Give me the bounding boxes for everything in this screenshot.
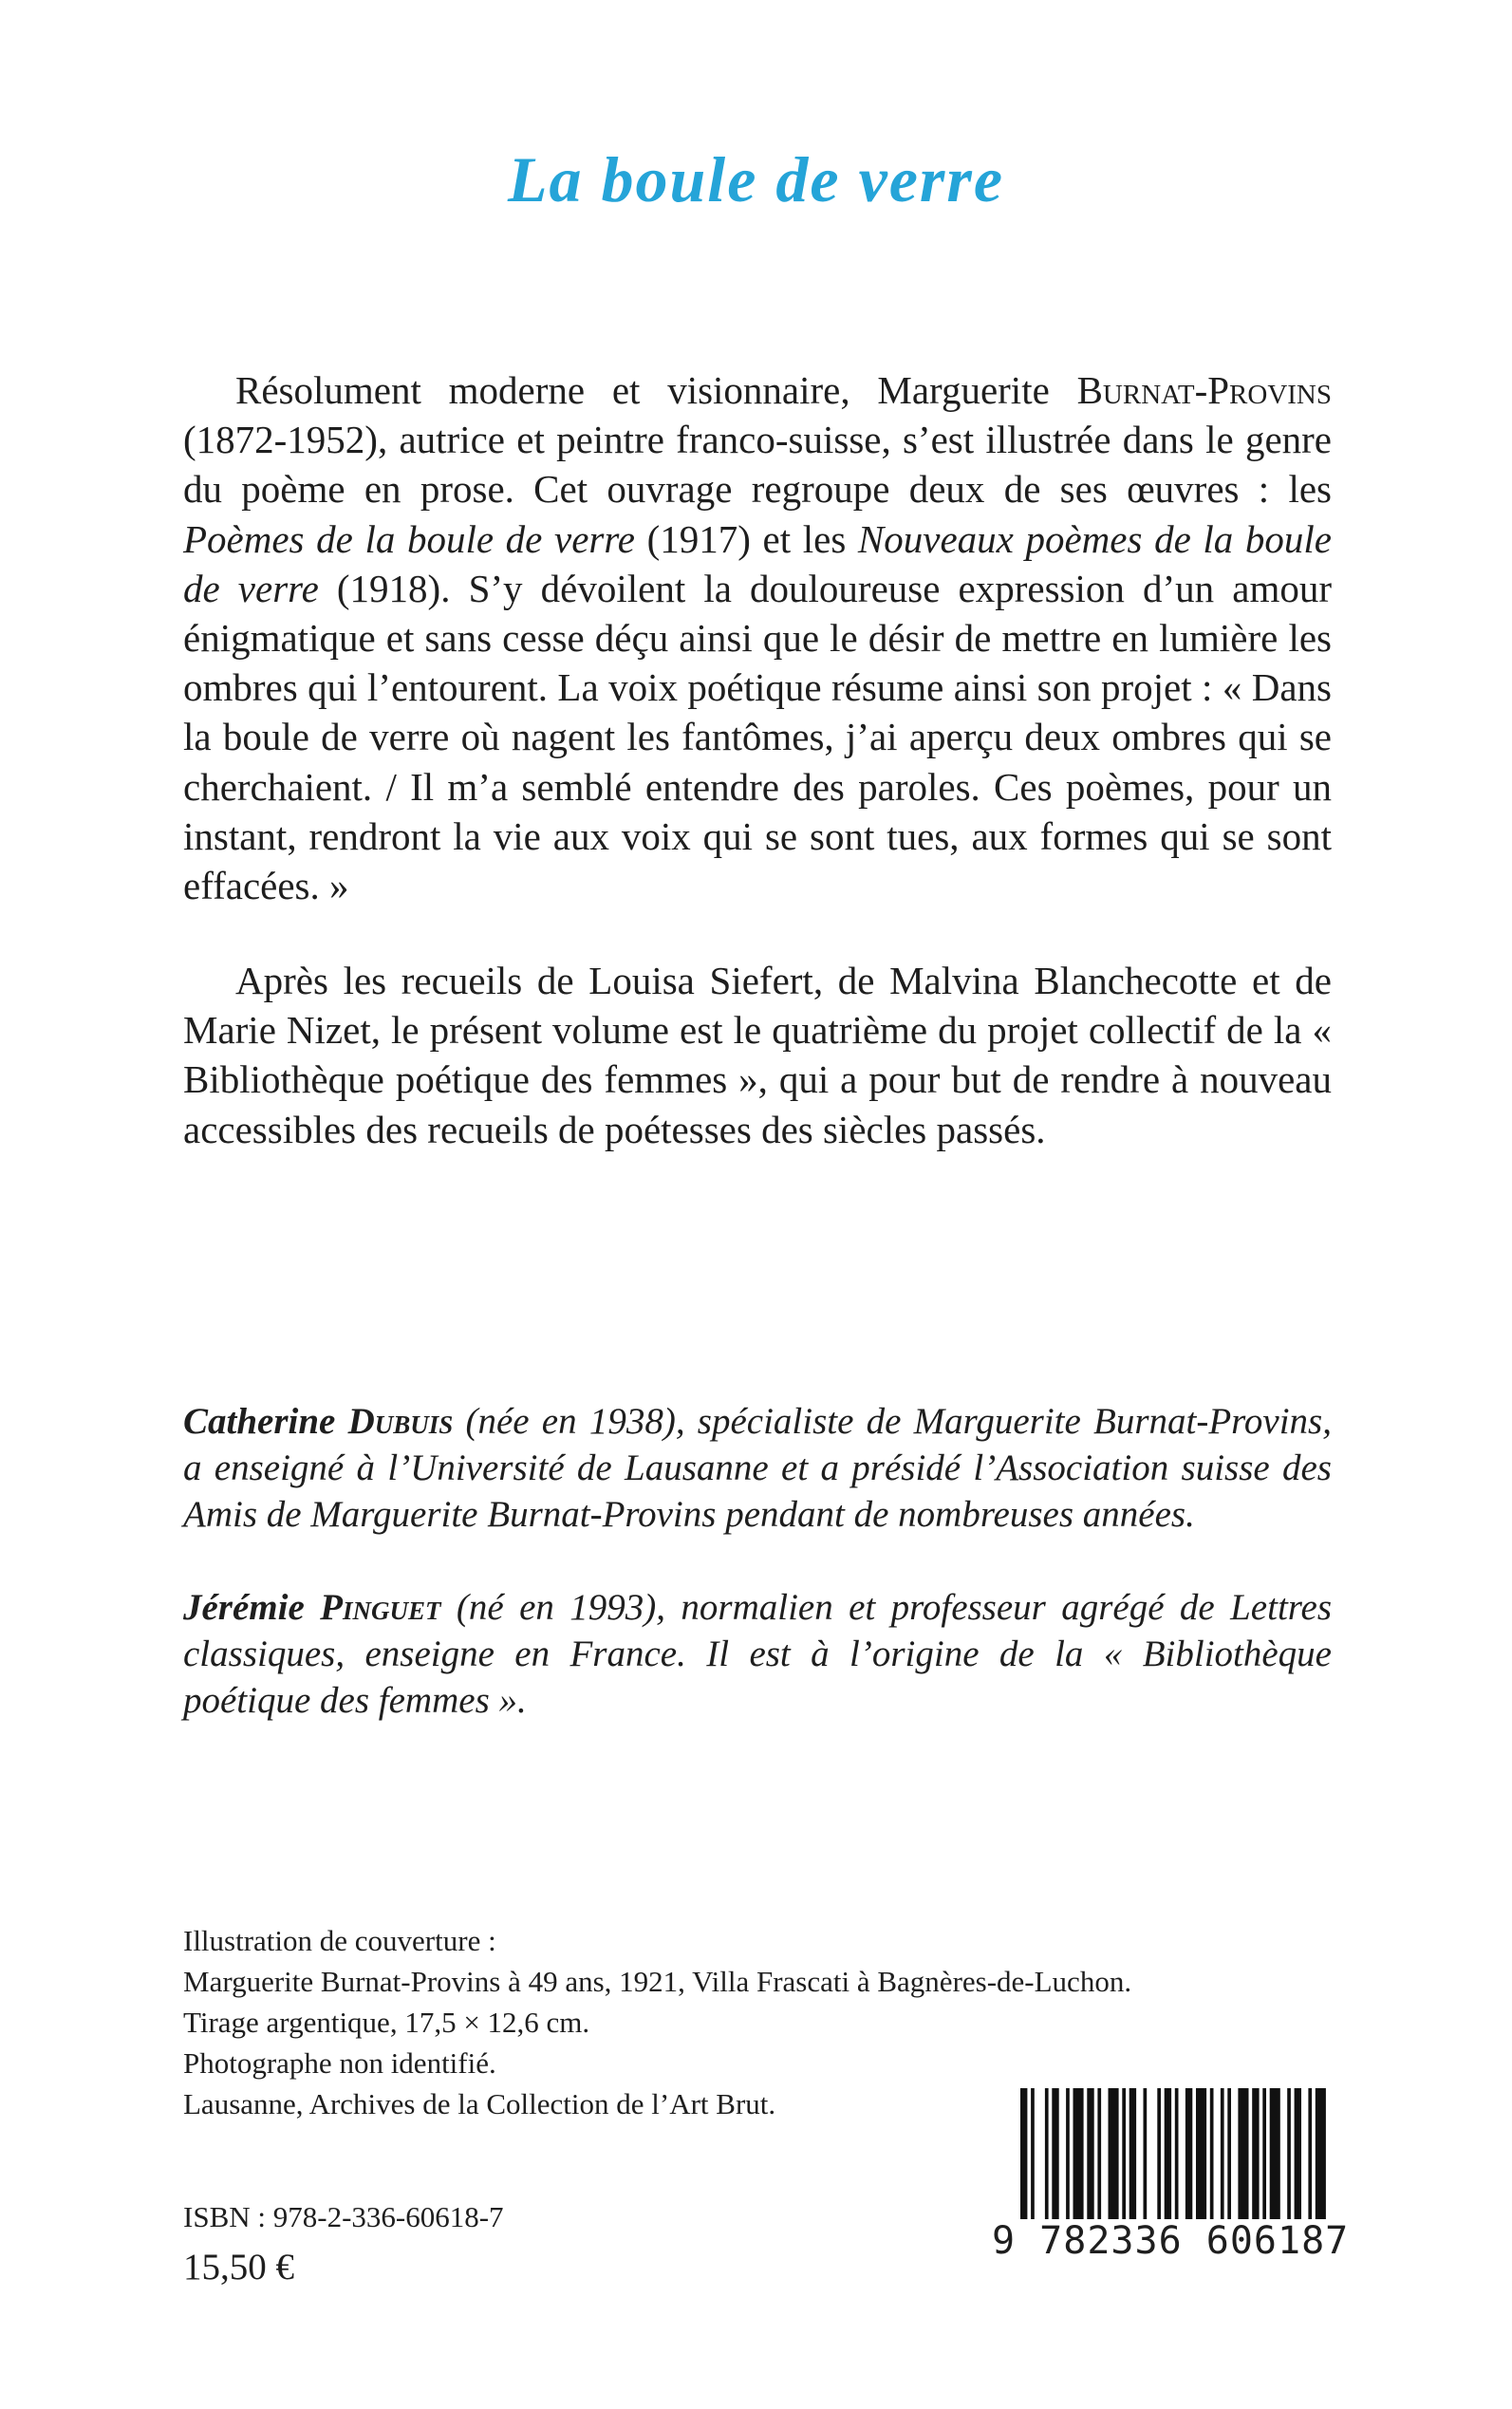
editor-bio-2 (183, 1584, 1332, 1724)
isbn: ISBN : 978-2-336-60618-7 (183, 2200, 504, 2233)
barcode-bar (1287, 2088, 1291, 2221)
barcode-bar (1129, 2088, 1136, 2221)
barcode-bar (1221, 2088, 1224, 2221)
credit-line: Photographe non identifié. (183, 2046, 496, 2080)
barcode-bar (1295, 2088, 1301, 2221)
work-title-2: Nouveaux poèmes de la boule de verre (183, 516, 1332, 610)
para1-text-1: Résolument moderne et visionnaire, Marguerite (235, 368, 1077, 412)
barcode-bar (1073, 2088, 1084, 2221)
barcode-bar (1144, 2088, 1148, 2221)
barcode-bar (1087, 2088, 1093, 2221)
barcode-bar (1109, 2088, 1119, 2221)
barcode-bar (1045, 2088, 1049, 2221)
editor-2-last-name: Pinguet (320, 1587, 441, 1628)
credit-line: Marguerite Burnat-Provins à 49 ans, 1921, Villa Frascati à Bagnères-de-Luchon. (183, 1965, 1132, 1998)
price: 15,50 € (183, 2247, 294, 2288)
barcode-bar (1175, 2088, 1179, 2221)
book-title: La boule de verre (507, 143, 1005, 215)
barcode-bar (1252, 2088, 1259, 2221)
editor-1-bio-text: (née en 1938), spécialiste de Marguerite Burnat-Provins, a enseigné à l’Université de Lausanne et a présidé l’Association suisse des Amis de Marguerite Burnat-Provins pendant de nombreuses années. (183, 1401, 1332, 1535)
editor-1-name (183, 1401, 453, 1442)
barcode-bar (1066, 2088, 1070, 2221)
para1-text-3: (1917) et les (634, 516, 858, 561)
barcode-bar (1122, 2088, 1126, 2221)
editor-2-first-name: Jérémie (183, 1587, 321, 1628)
barcode-bar (1316, 2088, 1326, 2221)
editor-bio-1 (183, 1398, 1332, 1538)
editor-1-first-name: Catherine (183, 1401, 348, 1442)
barcode-bar (1262, 2088, 1266, 2221)
barcode-bar (1210, 2088, 1214, 2221)
barcode-bar (1196, 2088, 1206, 2221)
barcode-bar (1185, 2088, 1192, 2221)
work-title-1: Poèmes de la boule de verre (183, 516, 635, 561)
credit-line: Illustration de couverture : (183, 1924, 496, 1957)
barcode-bar (1165, 2088, 1171, 2221)
barcode-digits: 9 782336 606187 (992, 2219, 1350, 2263)
para1-text-4: (1918). S’y dévoilent la douloureuse expression d’un amour énigmatique et sans cesse déçu ainsi que le désir de mettre en lumière les ombres qui l’entourent. La voix poétique résume ainsi son projet : « Dans la boule de verre où nagent les fantômes, j’ai aperçu deux ombres qui se cherchaient. / Il m’a semblé entendre des paroles. Ces poèmes, pour un instant, rendront la vie aux voix qui se sont tues, aux formes qui se sont effacées. » (183, 566, 1332, 908)
editor-2-name (183, 1587, 441, 1628)
author-name: Burnat-Provins (1076, 368, 1332, 412)
credit-line: Lausanne, Archives de la Collection de l’Art Brut. (183, 2087, 776, 2120)
editor-2-bio-text: (né en 1993), normalien et professeur agrégé de Lettres classiques, enseigne en France. Il est à l’origine de la « Bibliothèque poétique des femmes ». (183, 1587, 1332, 1721)
para1-text-2: (1872-1952), autrice et peintre franco-suisse, s’est illustrée dans le genre du poème en prose. Cet ouvrage regroupe deux de ses œuvres : les (183, 418, 1332, 512)
barcode-bar (1052, 2088, 1058, 2221)
description-paragraph-2: Après les recueils de Louisa Siefert, de Malvina Blanchecotte et de Marie Nizet, le présent volume est le quatrième du projet collectif de la « Bibliothèque poétique des femmes », qui a pour but de rendre à nouveau accessibles des recueils de poétesses des siècles passés. (183, 959, 1332, 1151)
description-paragraph-1 (183, 365, 1332, 910)
editor-1-last-name: Dubuis (347, 1401, 454, 1442)
barcode-bar (1308, 2088, 1312, 2221)
barcode-bar (1270, 2088, 1280, 2221)
barcode-bar (1097, 2088, 1101, 2221)
barcode-bar (1157, 2088, 1161, 2221)
credit-line: Tirage argentique, 17,5 × 12,6 cm. (183, 2006, 590, 2039)
